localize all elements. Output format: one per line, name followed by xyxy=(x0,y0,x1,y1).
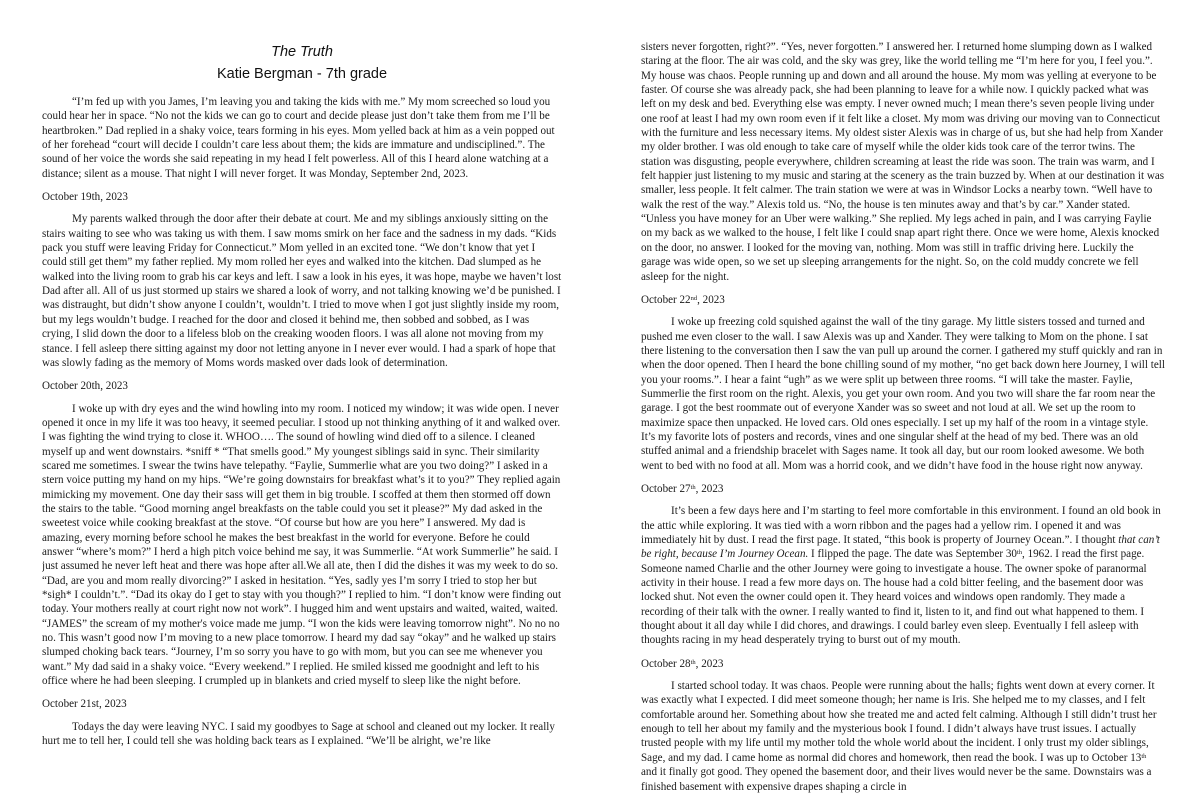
date-suffix: th xyxy=(690,658,696,666)
journal-entry: I woke up with dry eyes and the wind howling into my room. I noticed my window; it was wide open. I never opened it once in my life it was too heavy, it seemed peculiar. I stood up not thinking anything of it and walked over. I was fighting the wind trying to close it. WHOO…. The sound of howling wind died off to a silence. I cleaned myself up and went downstairs. *sniff * “That smells good.” My youngest siblings said in sync. Their similarity scared me sometimes. I swear the twins have telepathy. “Faylie, Summerlie what are you two doing?” I asked in a stern voice putting my hand on my hips. “We’re going downstairs for breakfast what’s it to you?” They replied again mimicking my movement. One day their sass will get them in big trouble. I scoffed at them then stormed off down the stairs to the table. “Good morning angel breakfasts on the table could you set it please?” My dad asked in the sweetest voice while cooking breakfast at the stove. “Of course but how are you here” I answered. My dad is amazing, every morning before school he makes the best breakfast in the world for everyone. Before he could answer “where’s mom?” I herd a high pitch voice behind me say, it was Summerlie. “At work Summerlie” he said. I just assumed he never left heat and there was hope after all.We all ate, then I did the dishes it was my week to do so. “Dad, are you and mom really divorcing?” I asked in hesitation. “Yes, sadly yes I’m sorry I tried to stop her but *sigh* I couldn’t.”. “Dad its okay do I get to stay with you though?” I replied to him. “I don’t know were finding out today. Your mothers really at court right now not work”. I hugged him and went upstairs and waited, waited, waited. “JAMES” the scream of my mother's voice made me jump. “I won the kids were leaving tomorrow night”. No no no no. This wasn’t good now I’m moving to a new place tomorrow. I heard my dad say “okay” and he walked up stairs slumped choking back tears. “Journey, I’m so sorry you have to go with mom, but you can see me whenever you want.” My dad said in a shaky voice. “Every weekend.” I replied. He smiled kissed me goodnight and left to his office where he had been sleeping. I crumpled up in blankets and cried myself to sleep like the night before. xyxy=(42,402,562,688)
journal-entry xyxy=(641,679,1165,794)
date-suffix: th xyxy=(1016,549,1023,557)
date-day: October 28 xyxy=(641,657,691,670)
date-suffix: th xyxy=(690,483,696,491)
entry-text: , 1962. I read the first page. Someone named Charlie and the other Journey were going to investigate a house. The owner spoke of paranormal activity in their house. I read a few more days on. The house had a cold bitter feeling, and the basement door was locked shut. Not even the owner could open it. They heard voices and windows open randomly. They made a recording of their talk with the owner. I really wanted to find it, listen to it, and find out what happened to them. I thought about it all day while I did chores, and drawings. I could barley even sleep. Eventually I fell asleep with thoughts racing in my head desperately trying to burst out of my mouth. xyxy=(641,548,1147,647)
journal-entry-continued: sisters never forgotten, right?”. “Yes, never forgotten.” I answered her. I returned home slumping down as I walked staring at the floor. The air was cold, and the sky was grey, like the world telling me “I’m here for you, I feel you.”. My house was chaos. People running up and down and all around the house. My mom was yelling at everyone to be faster. Of course she was already pack, she had been planning to leave for a while now. I quickly packed what was left on my desk and bed. Everything else was empty. I never owned much; I mean there’s seven people living under one roof at least I had my own room even if it felt like a closet. My mom was driving our moving van to Connecticut with the furniture and less necessary items. My oldest sister Alexis was in charge of us, but she had help from Xander my older brother. I was old enough to take care of myself while the older kids took care of the terror twins. The station was disgusting, people everywhere, children screaming at least the ride was soon. The train was warm, and I felt happier just listening to my music and staring at the scenery as the train buzzed by. When at our destination it was smaller, less people. It felt calmer. The train station we were at was in Windsor Locks a nearby town. “Well have to walk the rest of the way.” Alexis told us. “No, the house is ten minutes away and that’s by car.” Xander stated. “Unless you have money for an Uber were walking.” She replied. My legs ached in pain, and I was carrying Faylie on my back as we walked to the house, I felt like I could snap apart right there. Once we were home, Alexis knocked on the door, no answer. I looked for the moving van, nothing. Mom was still in traffic driving here. Luckily the garage was wide open, so we set up sleeping arrangements for the night. So, on the cold muddy concrete we fell asleep for the night. xyxy=(641,41,1165,283)
date-heading xyxy=(641,482,1165,496)
date-year: , 2023 xyxy=(695,657,724,670)
date-heading xyxy=(641,657,1165,671)
intro-paragraph: “I’m fed up with you James, I’m leaving you and taking the kids with me.” My mom screeched so loud you could hear her in space. “No not the kids we can go to court and decide please just don’t take them from me I’ll be heartbroken.” Dad replied in a shaky voice, tears forming in his eyes. Mom yelled back at him as a vein popped out of her forehead “court will decide I couldn’t care less about them; the kids are immature and undisciplined.”. The sound of her voice the words she said repeating in my head I felt powerless. All of this I heard alone watching at a distance; silent as a mouse. That night I will never forget. It was Monday, September 2nd, 2023. xyxy=(42,96,555,180)
date-year: , 2023 xyxy=(697,293,725,306)
date-heading: October 21st, 2023 xyxy=(42,698,127,711)
story-title: The Truth xyxy=(271,44,333,60)
journal-entry xyxy=(641,504,1165,647)
entry-text: It’s been a few days here and I’m starting to feel more comfortable in this environment. I found an old book in the attic while exploring. It was tied with a worn ribbon and the pages had a yellow rim. I opened it and was immediately hit by dust. I read the first page. It stated, “this book is property of Journey Ocean.”. I thought xyxy=(641,505,1161,546)
entry-text: I started school today. It was chaos. People were running about the halls; fights went down at every corner. It was exactly what I expected. I did meet someone though; her name is Iris. She helped me to my classes, and I felt comfortable around her. Something about how she treated me and acted felt calming. Although I still didn’t trust her enough to tell her about my family and the mysterious book I found. I didn’t always have trust issues. I actually trusted people with my life until my mother told the whole world about the incident. I only trust my older siblings, Sage, and my dad. I came home as normal did chores and homework, then read the book. I was up to October 13 xyxy=(641,680,1157,764)
entry-italic-thought: that can’t be right, because I’m Journey Ocean. xyxy=(641,534,1160,561)
left-page xyxy=(42,0,562,800)
date-heading xyxy=(641,293,1165,307)
date-suffix: nd xyxy=(690,294,698,302)
date-day: October 22 xyxy=(641,293,691,306)
right-page xyxy=(641,0,1165,800)
date-year: , 2023 xyxy=(695,482,724,495)
story-author: Katie Bergman - 7th grade xyxy=(216,66,388,82)
entry-text: and it finally got good. They opened the basement door, and their lives would never be the same. Downstairs was a finished basement with expensive drapes shaping a circle in xyxy=(641,766,1152,793)
entry-text: I flipped the page. The date was September 30 xyxy=(808,548,1017,561)
journal-entry: Todays the day were leaving NYC. I said my goodbyes to Sage at school and cleaned out my locker. It really hurt me to tell her, I could tell she was holding back tears as I explained. “We’ll be alright, we’re like xyxy=(42,720,555,748)
date-heading: October 19th, 2023 xyxy=(42,191,128,204)
date-suffix: th xyxy=(1141,752,1147,760)
journal-entry: My parents walked through the door after their debate at court. Me and my siblings anxiously sitting on the stairs waiting to see who was taking us with them. I saw moms smirk on her face and the sadness in my dads. “Kids pack you stuff were leaving Friday for Connecticut.” Mom yelled in an excited tone. “We don’t know that yet I could still get them” my father replied. My mom rolled her eyes and walked into the kitchen. Dad slumped as he walked into the living room to grab his car keys and left. I saw a look in his eyes, it was hope, maybe we haven’t lost Dad after all. All of us just stormed up stairs we shared a look of worry, and not talking knowing we’d be punished. I was distraught, but didn’t show anyone I couldn’t, wouldn’t. I tried to move when I got just slightly inside my room, but my legs wouldn’t budge. I reached for the door and closed it behind me, then sobbed and sobbed, as I was crying, I slid down the door to a lifeless blob on the creaking wooden floors. I was all alone not moving from my stance. I fell asleep there sitting against my door not letting anyone in I never ever would. I had a spark of hope that was slowly fading as the memory of Moms words masked over dads look of determination. xyxy=(42,213,562,369)
date-heading: October 20th, 2023 xyxy=(42,380,128,393)
date-day: October 27 xyxy=(641,482,691,495)
journal-entry: I woke up freezing cold squished against the wall of the tiny garage. My little sisters tossed and turned and pushed me even closer to the wall. I saw Alexis was up and Xander. They were talking to Mom on the phone. I sat there listening to the conversation then I saw the van pull up around the corner. I gathered my stuff quickly and ran in when the door opened. Then I heard the bone chilling sound of my mother, “no get back down here Journey, I will tell you your rooms.”. I hear a faint “ugh” as we were split up between three rooms. “I will take the master. Faylie, Summerlie the first room on the right. Alexis, you get your own room. And you two will share the far room near the garage. I got the best roommate out of everyone Xander was so sweet and not loud at all. We set up the room to maximize space then unpacked. He loved cars. Old ones especially. I set up my half of the room in a vintage style. It’s my favorite lots of posters and records, vines and one singular shelf at the head of my bed. There was an old stuffed animal and a friendship bracelet with Sages name. It took all day, but our room looked awesome. We both went to bed with no food at all. Mom was a horrid cook, and we didn’t have food in the house right now anyway. xyxy=(641,316,1165,472)
